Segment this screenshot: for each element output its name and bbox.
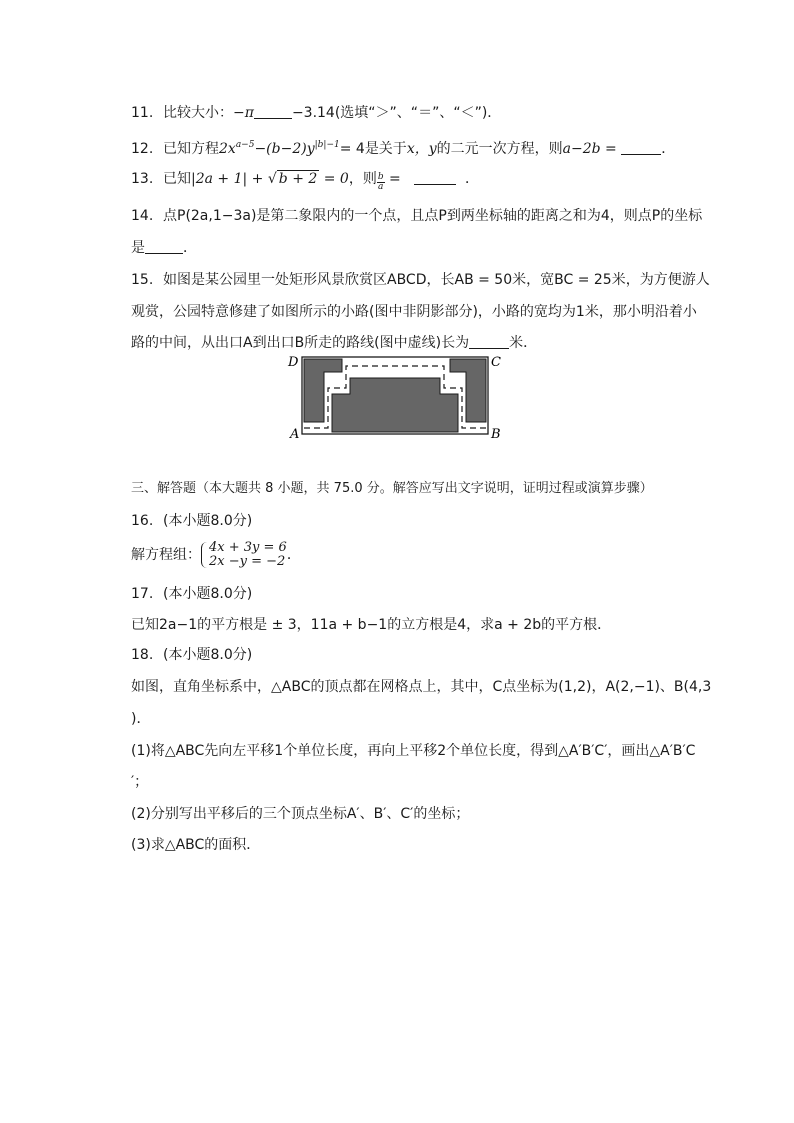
question-18-header: 18. (本小题8.0分) bbox=[131, 647, 253, 663]
question-15: 15. 如图是某公园里一处矩形风景欣赏区ABCD，长AB = 50米，宽BC = 25米，为方便游人 bbox=[131, 272, 710, 288]
question-18-line2: )． bbox=[131, 711, 151, 727]
question-11: 11. 比较大小：−π −3.14(选填“＞”、“＝”、“＜”)． bbox=[131, 105, 502, 121]
answer-blank-11[interactable] bbox=[254, 104, 292, 119]
question-15-line2: 观赏，公园特意修建了如图所示的小路(图中非阴影部分)，小路的宽均为1米，那小明沿着小 bbox=[131, 304, 697, 320]
question-18-part3: (3)求△ABC的面积． bbox=[131, 837, 261, 853]
answer-blank-13[interactable] bbox=[414, 170, 456, 185]
equation-system: 4x + 3y = 6 2x −y = −2 bbox=[201, 541, 287, 569]
question-15-line3: 路的中间，从出口A到出口B所走的路线(图中虚线)长为 米． bbox=[131, 335, 538, 351]
question-18-part1: (1)将△ABC先向左平移1个单位长度，再向上平移2个单位长度，得到△A′B′C′，画出△A′B′C bbox=[131, 743, 696, 759]
answer-blank-15[interactable] bbox=[469, 334, 509, 349]
vertex-label-b: B bbox=[491, 427, 501, 442]
question-18-part1-cont: ′； bbox=[131, 774, 149, 790]
fraction-b-over-a: $\frac{b}{a}$ bbox=[377, 172, 384, 192]
vertex-label-c: C bbox=[491, 355, 501, 370]
question-17-header: 17. (本小题8.0分) bbox=[131, 586, 253, 602]
shaded-center-block bbox=[332, 378, 458, 432]
vertex-label-d: D bbox=[288, 355, 299, 370]
question-14-cont: 是 ． bbox=[131, 240, 197, 256]
question-13: 13. 已知|2a + 1| + √ b + 2 = 0，则 $\frac{b}{a}$ = ． bbox=[131, 171, 480, 192]
question-18-line1: 如图，直角坐标系中，△ABC的顶点都在网格点上，其中，C点坐标为(1,2)，A(2,−1)、B(4,3 bbox=[131, 679, 712, 695]
answer-blank-12[interactable] bbox=[621, 140, 661, 155]
park-path-figure bbox=[284, 350, 510, 442]
question-17: 已知2a−1的平方根是 ± 3，11a + b−1的立方根是4，求a + 2b的平方根． bbox=[131, 617, 612, 633]
question-16-header: 16. (本小题8.0分) bbox=[131, 513, 253, 529]
question-16: 解方程组： 4x + 3y = 6 2x −y = −2 ． bbox=[131, 540, 301, 569]
sqrt-sign: √ bbox=[267, 171, 277, 187]
question-14: 14. 点P(2a,1−3a)是第二象限内的一个点，且点P到两坐标轴的距离之和为4，则点P的坐标 bbox=[131, 208, 703, 224]
question-12: 12. 已知方程$2x^{a-5}-(b-2)y^{|b|-1}= 4$是关于x，y的二元一次方程，则a−2b = ． bbox=[131, 140, 676, 157]
vertex-label-a: A bbox=[290, 427, 300, 442]
question-18-part2: (2)分别写出平移后的三个顶点坐标A′、B′、C′的坐标； bbox=[131, 806, 470, 822]
section-3-heading: 三、解答题（本大题共 8 小题，共 75.0 分。解答应写出文字说明，证明过程或演算步骤） bbox=[131, 481, 653, 496]
answer-blank-14[interactable] bbox=[145, 239, 183, 254]
